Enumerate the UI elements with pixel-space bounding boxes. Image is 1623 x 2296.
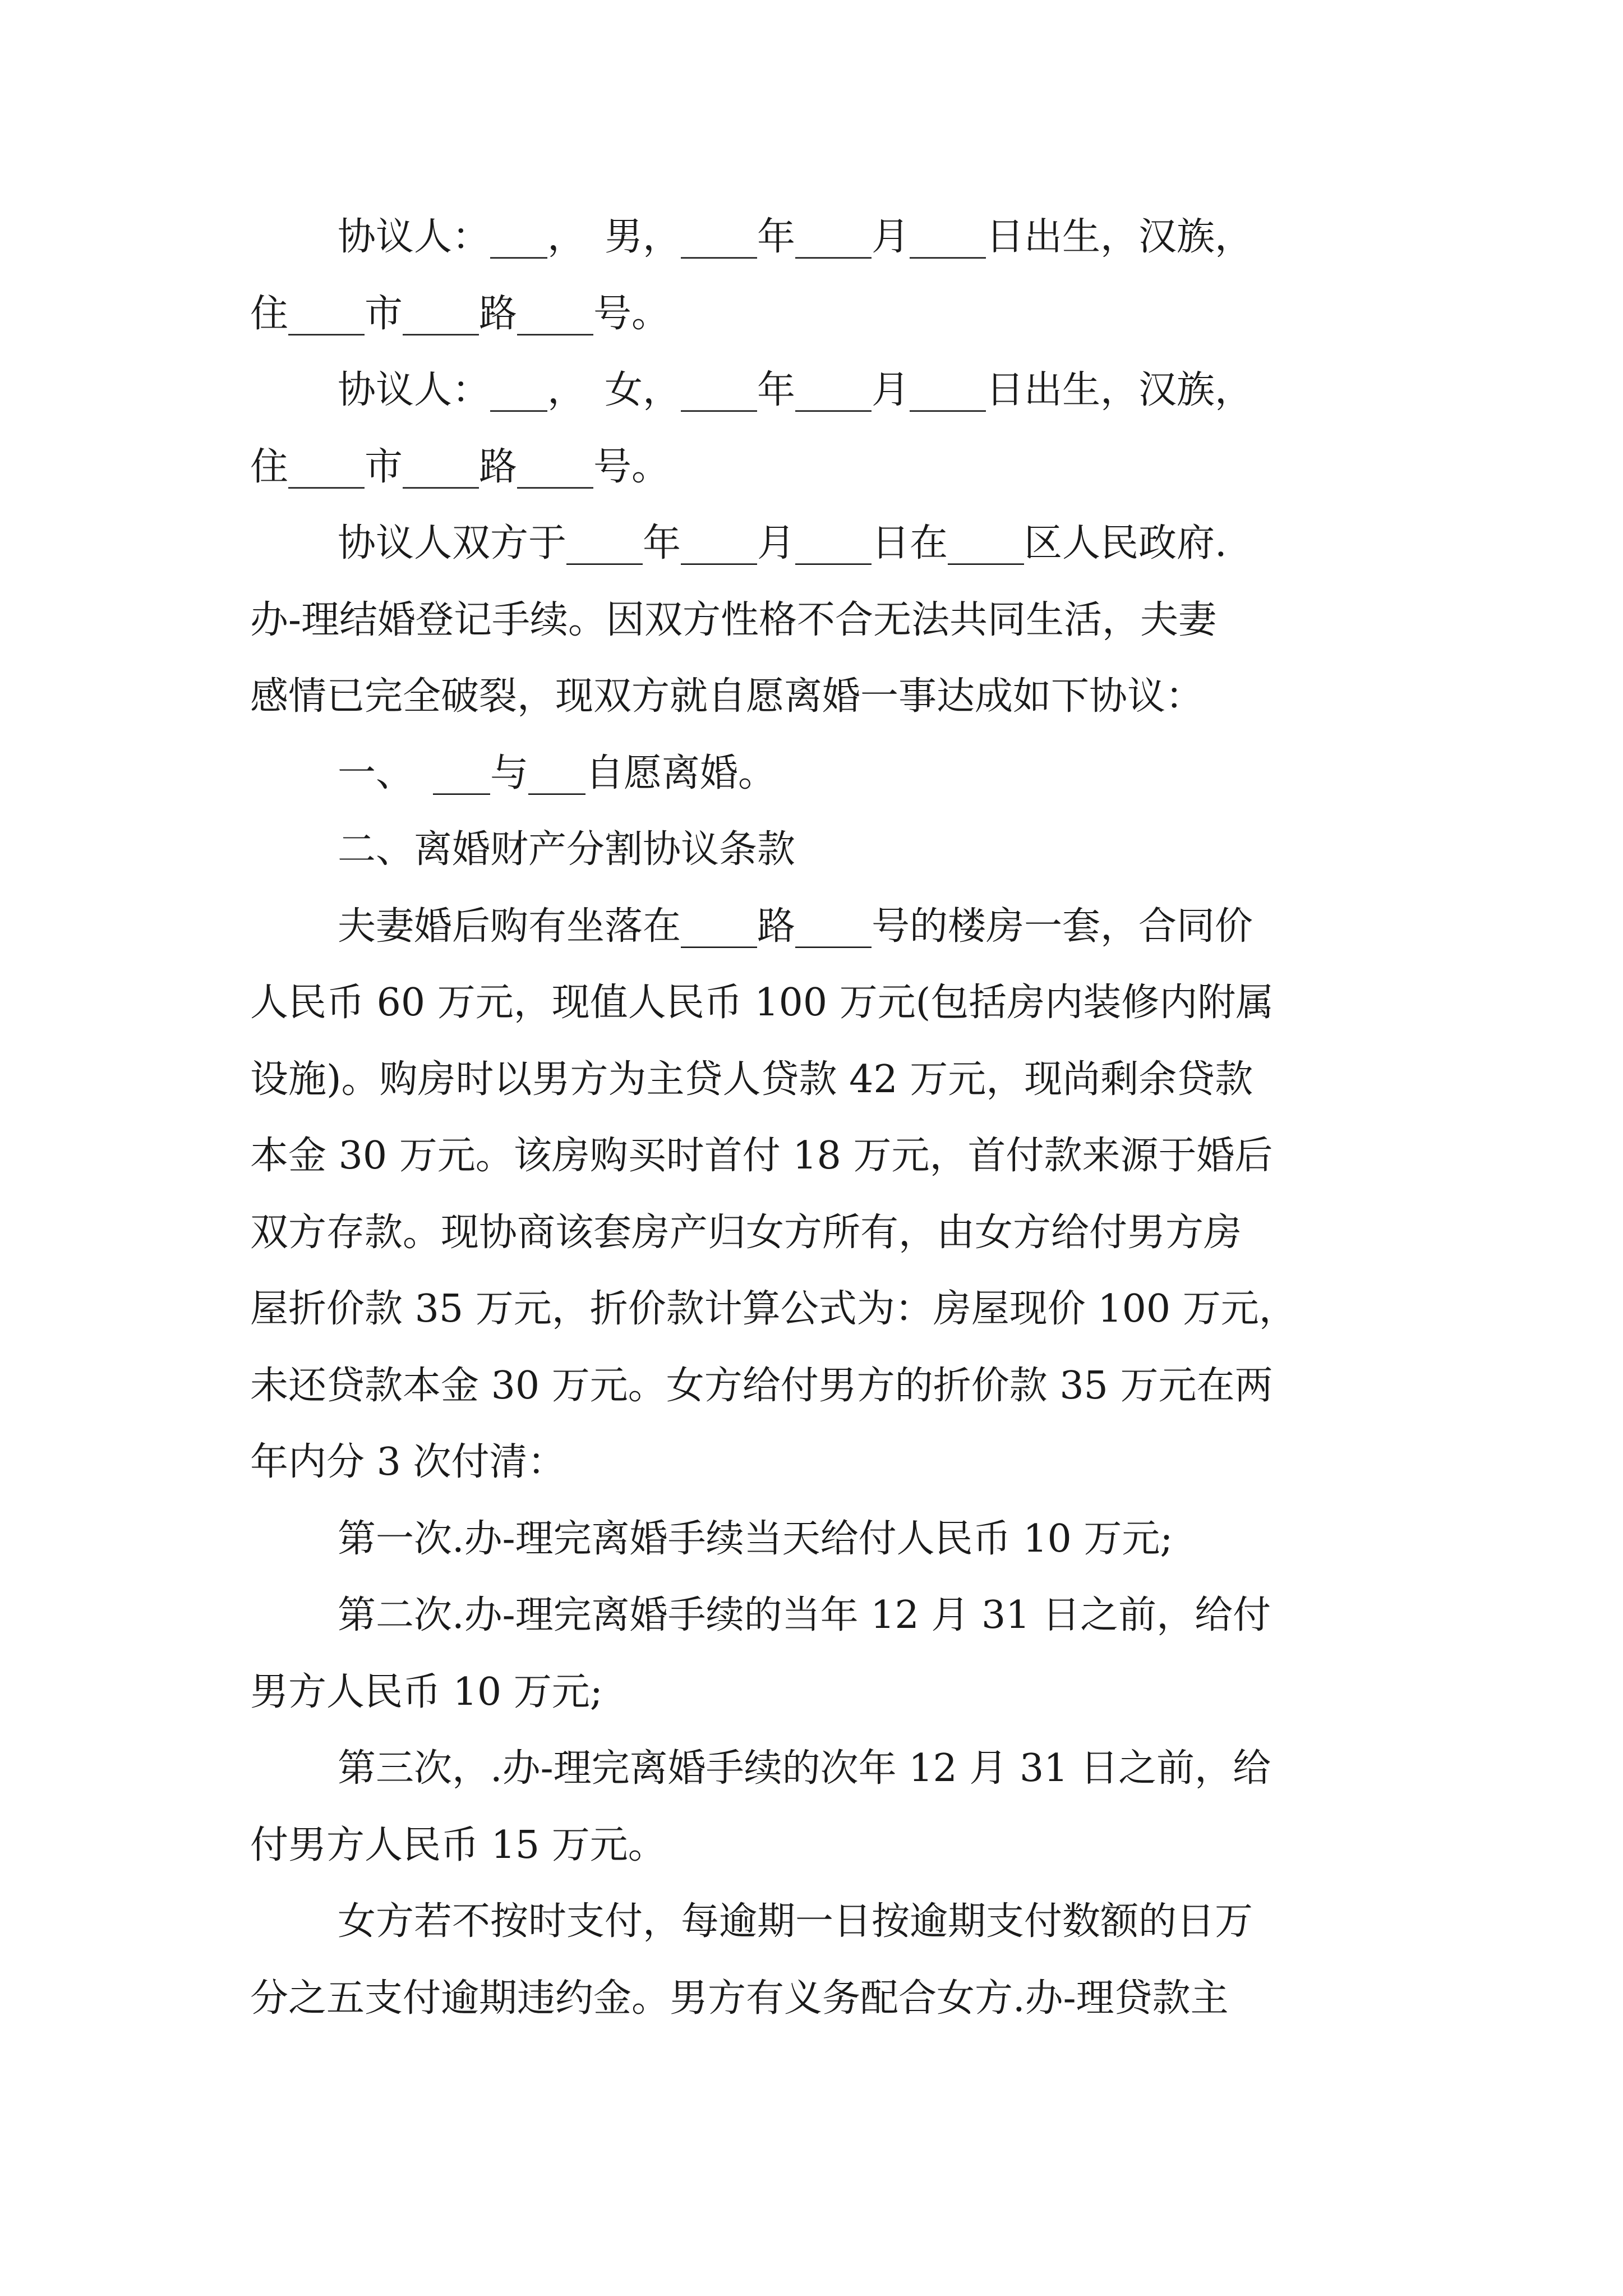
clause-two-heading: 二、离婚财产分割协议条款 xyxy=(338,827,796,872)
property-paragraph-line: 屋折价款 35 万元，折价款计算公式为：房屋现价 100 万元， xyxy=(250,1287,1297,1331)
property-paragraph-line: 双方存款。现协商该套房产归女方所有，由女方给付男方房 xyxy=(250,1211,1242,1255)
marriage-registration-line: 协议人双方于____年____月____日在____区人民政府. xyxy=(338,521,1227,565)
party-female-address-line: 住____市____路____号。 xyxy=(250,445,670,489)
paragraph-line: 办-理结婚登记手续。因双方性格不合无法共同生活，夫妻 xyxy=(250,598,1216,642)
property-paragraph-line: 夫妻婚后购有坐落在____路____号的楼房一套，合同价 xyxy=(338,904,1253,949)
payment-first-line: 第一次.办-理完离婚手续当天给付人民币 10 万元; xyxy=(338,1517,1173,1561)
property-paragraph-line: 人民币 60 万元，现值人民币 100 万元(包括房内装修内附属 xyxy=(250,981,1274,1025)
penalty-paragraph-line: 女方若不按时支付，每逾期一日按逾期支付数额的日万 xyxy=(338,1899,1253,1944)
payment-second-line-cont: 男方人民币 10 万元; xyxy=(250,1670,603,1714)
party-male-address-line: 住____市____路____号。 xyxy=(250,292,670,336)
property-paragraph-line: 设施)。购房时以男方为主贷人贷款 42 万元，现尚剩余贷款 xyxy=(250,1057,1253,1102)
payment-second-line: 第二次.办-理完离婚手续的当年 12 月 31 日之前，给付 xyxy=(338,1593,1271,1637)
property-paragraph-line: 未还贷款本金 30 万元。女方给付男方的折价款 35 万元在两 xyxy=(250,1364,1273,1408)
penalty-paragraph-line: 分之五支付逾期违约金。男方有义务配合女方.办-理贷款主 xyxy=(250,1976,1229,2021)
property-paragraph-line: 本金 30 万元。该房购买时首付 18 万元，首付款来源于婚后 xyxy=(250,1134,1273,1178)
payment-third-line-cont: 付男方人民币 15 万元。 xyxy=(250,1823,666,1867)
payment-third-line: 第三次，.办-理完离婚手续的次年 12 月 31 日之前，给 xyxy=(338,1746,1271,1791)
clause-one-heading: 一、 ___与___自愿离婚。 xyxy=(338,751,777,795)
property-paragraph-line: 年内分 3 次付清： xyxy=(250,1440,566,1484)
paragraph-line: 感情已完全破裂，现双方就自愿离婚一事达成如下协议： xyxy=(250,674,1204,719)
party-male-line: 协议人：___， 男，____年____月____日出生，汉族， xyxy=(338,215,1253,259)
party-female-line: 协议人：___， 女，____年____月____日出生，汉族， xyxy=(338,368,1253,412)
